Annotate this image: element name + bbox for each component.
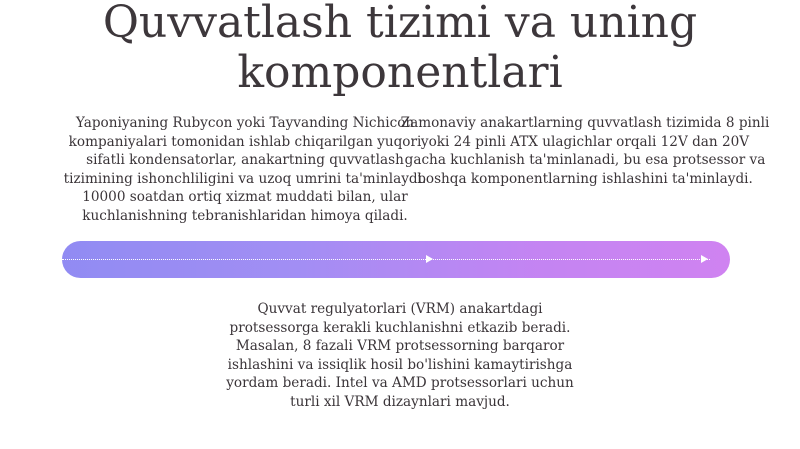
paragraph-capacitors: Yaponiyaning Rubycon yoki Tayvanding Nichicon kompaniyalari tomonidan ishlab chiqarilgan yuqori sifatli kondensatorlar, anakartning quvvatlash tizimining ishonchliligini va uzoq umrini ta'minlaydi. 10000 soatdan ortiq xizmat muddati bilan, ular kuchlanishning tebranishlaridan himoya qiladi. [63,115,427,224]
arrowhead-icon [426,255,433,263]
arrowhead-icon [701,255,708,263]
paragraph-atx-connectors: Zamonaviy anakartlarning quvvatlash tizimida 8 pinli yoki 24 pinli ATX ulagichlar orqali 12V dan 20V gacha kuchlanish ta'minlanadi, bu esa protsessor va boshqa komponentlarning ishlashini ta'minlaydi. [400,115,770,187]
paragraph-vrm: Quvvat regulyatorlari (VRM) anakartdagi protsessorga kerakli kuchlanishni etkazib beradi. Masalan, 8 fazali VRM protsessorning barqaror ishlashini va issiqlik hosil bo'lishini kamaytirishga yordam beradi. Intel va AMD protsessorlari uchun turli xil VRM dizaynlari mavjud. [226,301,574,410]
slide-title: Quvvatlash tizimi va uning komponentlari [102,0,698,98]
timeline-dotted-arrow [62,259,710,261]
